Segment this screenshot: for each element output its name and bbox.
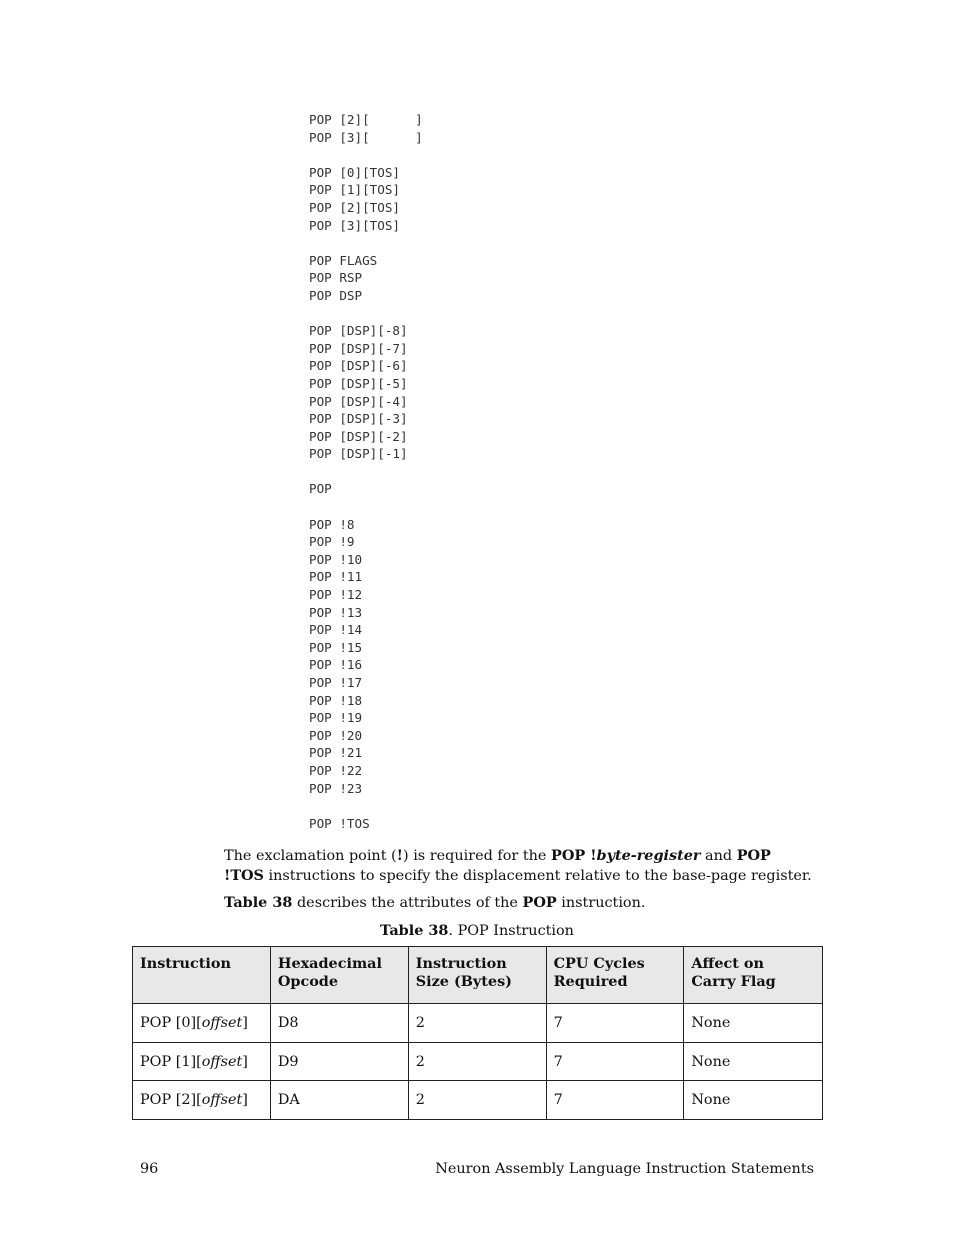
- instr-text: ]: [242, 1015, 248, 1031]
- code-line: POP [DSP][-5]: [309, 375, 408, 391]
- instr-italic: offset: [201, 1053, 243, 1070]
- header-line: Hexadecimal: [277, 955, 382, 972]
- page-number: 96: [140, 1161, 159, 1177]
- code-line: POP !16: [309, 657, 363, 673]
- instr-italic: offset: [201, 1015, 243, 1031]
- header-size: [408, 947, 546, 1004]
- caption-text: . POP Instruction: [448, 923, 574, 939]
- code-blank-line: [309, 498, 423, 516]
- header-line: Carry Flag: [691, 973, 776, 990]
- footer-title: Neuron Assembly Language Instruction Statements: [435, 1161, 814, 1177]
- code-line: POP !12: [309, 587, 363, 603]
- code-line: POP: [309, 481, 332, 497]
- code-line: POP [3][TOS]: [309, 217, 400, 233]
- header-line: Required: [553, 973, 628, 990]
- bold-run: POP !TOS: [224, 847, 771, 884]
- code-line: POP !15: [309, 639, 363, 655]
- code-line: POP !14: [309, 622, 363, 638]
- code-line: POP !18: [309, 692, 363, 708]
- code-line: POP [1][TOS]: [309, 182, 400, 198]
- code-line: POP [DSP][-3]: [309, 411, 408, 427]
- cell-carry: None: [684, 1081, 823, 1120]
- header-carry: [684, 947, 823, 1004]
- instr-text: POP [0][: [140, 1015, 202, 1031]
- cell-size: 2: [408, 1081, 546, 1120]
- cell-opcode: D8: [270, 1004, 408, 1043]
- cell-cycles: 7: [546, 1042, 684, 1081]
- cell-instruction: [133, 1042, 271, 1081]
- table-row: [133, 1042, 823, 1081]
- instr-text: POP [2][: [140, 1092, 202, 1108]
- text-run: ) is required for the: [403, 848, 551, 864]
- code-line: POP [3][ ]: [309, 129, 423, 145]
- cell-opcode: DA: [270, 1081, 408, 1120]
- text-run: instructions to specify the displacement relative to the base-page register.: [263, 868, 812, 884]
- header-cycles: [546, 947, 684, 1004]
- text-run: describes the attributes of the: [292, 895, 523, 911]
- code-blank-line: [309, 305, 423, 323]
- cell-size: 2: [408, 1042, 546, 1081]
- pop-instruction-table: [132, 946, 823, 1120]
- code-listing: [309, 111, 423, 832]
- text-run: instruction.: [556, 895, 646, 911]
- header-opcode: [270, 947, 408, 1004]
- cell-size: 2: [408, 1004, 546, 1043]
- code-line: POP [DSP][-2]: [309, 428, 408, 444]
- header-instruction: [133, 947, 271, 1004]
- instr-text: POP [1][: [140, 1053, 202, 1070]
- header-line: Instruction: [140, 955, 231, 972]
- code-line: POP !22: [309, 762, 363, 778]
- table-caption: [0, 921, 954, 941]
- bold-run: POP: [522, 894, 557, 911]
- code-line: POP !10: [309, 551, 363, 567]
- exclamation-note-paragraph: [224, 846, 814, 886]
- header-line: Affect on: [691, 955, 764, 972]
- table-reference-paragraph: [224, 893, 814, 913]
- header-line: Instruction: [415, 955, 507, 972]
- code-blank-line: [309, 463, 423, 481]
- table-reference-link: Table 38: [224, 894, 293, 911]
- code-line: POP [DSP][-4]: [309, 393, 408, 409]
- code-blank-line: [309, 146, 423, 164]
- code-line: POP !8: [309, 516, 355, 532]
- bold-run: !: [396, 847, 403, 864]
- code-line: POP RSP: [309, 270, 363, 286]
- code-line: POP FLAGS: [309, 252, 378, 268]
- table-row: [133, 1004, 823, 1043]
- instr-italic: offset: [201, 1092, 243, 1108]
- code-line: POP !9: [309, 534, 355, 550]
- instr-text: ]: [242, 1053, 248, 1070]
- cell-carry: None: [684, 1042, 823, 1081]
- caption-label: Table 38: [380, 922, 449, 939]
- code-line: POP [DSP][-7]: [309, 340, 408, 356]
- code-blank-line: [309, 234, 423, 252]
- header-line: Size (Bytes): [415, 973, 512, 990]
- cell-instruction: [133, 1004, 271, 1043]
- code-line: POP [DSP][-1]: [309, 446, 408, 462]
- table-row: [133, 1081, 823, 1120]
- code-blank-line: [309, 797, 423, 815]
- code-line: POP !13: [309, 604, 363, 620]
- code-line: POP !11: [309, 569, 363, 585]
- code-line: POP [0][TOS]: [309, 164, 400, 180]
- code-line: POP [2][TOS]: [309, 199, 400, 215]
- code-line: POP DSP: [309, 287, 363, 303]
- code-line: POP !20: [309, 727, 363, 743]
- cell-carry: None: [684, 1004, 823, 1043]
- table-header-row: [133, 947, 823, 1004]
- cell-opcode: D9: [270, 1042, 408, 1081]
- text-run: and: [700, 848, 737, 864]
- code-line: POP !19: [309, 710, 363, 726]
- header-line: CPU Cycles: [553, 955, 645, 972]
- bold-run: [551, 847, 700, 864]
- code-line: POP [DSP][-6]: [309, 358, 408, 374]
- cell-cycles: 7: [546, 1081, 684, 1120]
- code-line: POP [2][ ]: [309, 112, 423, 127]
- header-line: Opcode: [277, 973, 339, 990]
- cell-instruction: [133, 1081, 271, 1120]
- code-line: POP [DSP][-8]: [309, 323, 408, 339]
- cell-cycles: 7: [546, 1004, 684, 1043]
- bold-text: POP !: [551, 847, 597, 864]
- bold-italic-text: byte-register: [596, 847, 701, 864]
- text-run: The exclamation point (: [224, 848, 397, 864]
- code-line: POP !23: [309, 780, 363, 796]
- code-line: POP !TOS: [309, 815, 370, 831]
- code-line: POP !17: [309, 675, 363, 690]
- instr-text: ]: [242, 1092, 248, 1108]
- code-line: POP !21: [309, 745, 363, 761]
